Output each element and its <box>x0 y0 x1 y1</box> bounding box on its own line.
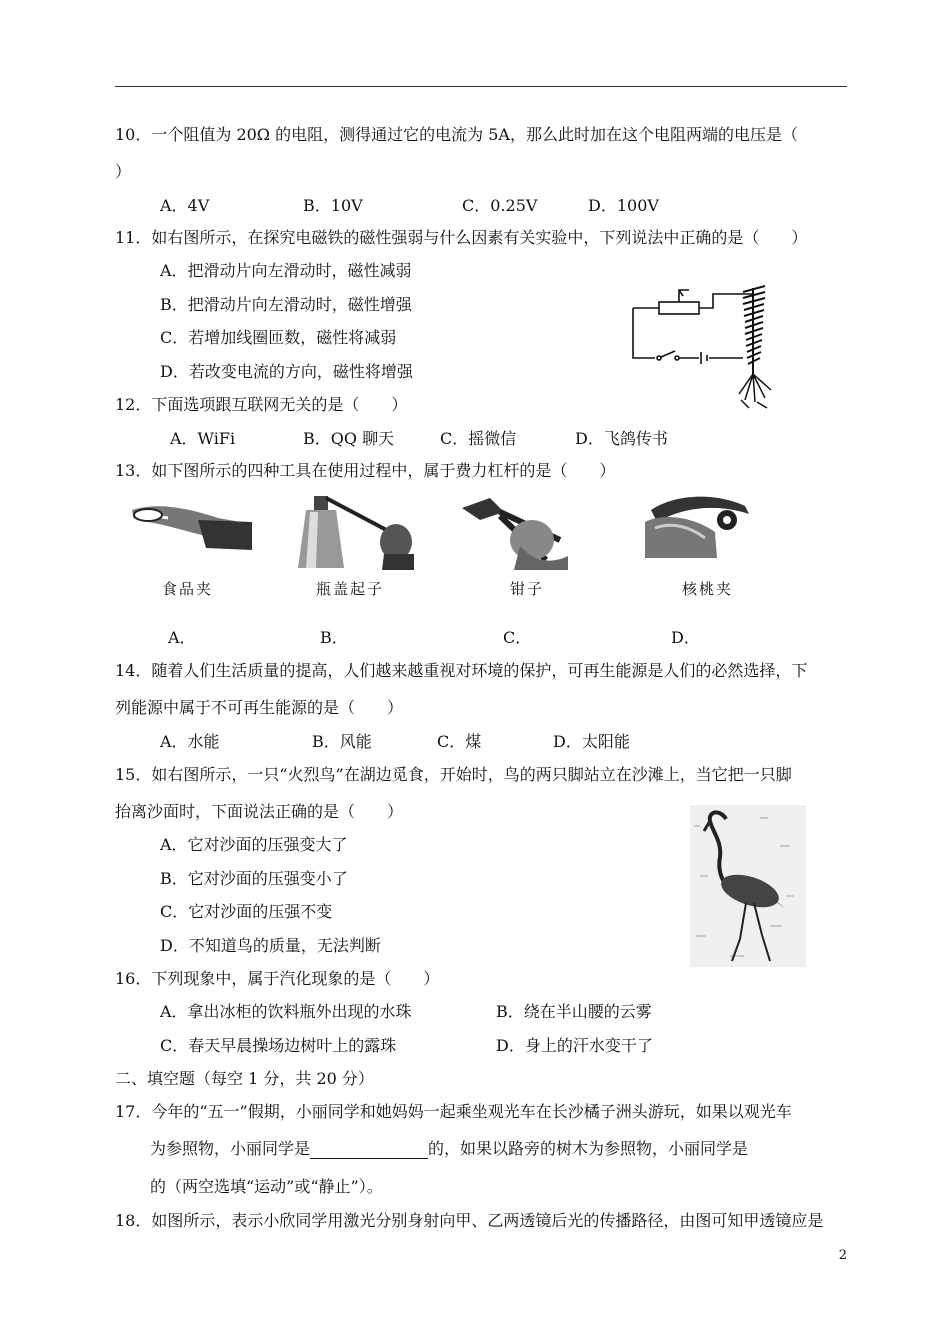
q13-letter-a: A． <box>168 628 196 647</box>
q11-option-b: B．把滑动片向左滑动时，磁性增强 <box>160 295 412 314</box>
q14-stem-line1: 14．随着人们生活质量的提高，人们越来越重视对环境的保护，可再生能源是人们的必然选择，下 <box>115 661 808 680</box>
q13-letter-d: D． <box>671 628 700 647</box>
q14-option-d: D．太阳能 <box>553 732 630 751</box>
q13-letter-b: B． <box>320 628 348 647</box>
section-2-heading: 二、填空题（每空 1 分，共 20 分） <box>115 1069 374 1088</box>
q11-option-c: C．若增加线圈匝数，磁性将减弱 <box>160 328 397 347</box>
food-tongs-figure <box>128 492 256 558</box>
q11-option-d: D．若改变电流的方向，磁性将增强 <box>160 362 413 381</box>
q11-stem: 11．如右图所示，在探究电磁铁的磁性强弱与什么因素有关实验中，下列说法中正确的是（ ） <box>115 228 808 247</box>
q17-stem-line3: 的（两空选填“运动”或“静止”）。 <box>150 1177 383 1196</box>
q16-option-c: C．春天早晨操场边树叶上的露珠 <box>160 1036 397 1055</box>
page-number: 2 <box>838 1248 847 1263</box>
q18-stem-line1: 18．如图所示，表示小欣同学用激光分别身射向甲、乙两透镜后光的传播路径，由图可知甲透镜应是 <box>115 1211 824 1230</box>
q12-option-c: C．摇微信 <box>440 429 517 448</box>
q16-option-d: D．身上的汗水变干了 <box>496 1036 653 1055</box>
q15-option-a: A．它对沙面的压强变大了 <box>160 835 348 854</box>
q12-option-b: B．QQ 聊天 <box>303 429 395 448</box>
q16-stem: 16．下列现象中，属于汽化现象的是（ ） <box>115 969 440 988</box>
q16-option-a: A．拿出冰柜的饮料瓶外出现的水珠 <box>160 1002 412 1021</box>
electromagnet-circuit-figure <box>625 282 795 414</box>
q13-caption-d: 核桃夹 <box>682 580 734 598</box>
q14-option-c: C．煤 <box>437 732 482 751</box>
q13-caption-c: 钳子 <box>510 580 545 598</box>
q12-option-a: A．WiFi <box>170 429 236 448</box>
q10-option-a: A．4V <box>160 196 210 215</box>
q14-stem-line2: 列能源中属于不可再生能源的是（ ） <box>115 698 404 717</box>
q17-text-after-blank: 的，如果以路旁的树木为参照物，小丽同学是 <box>428 1139 749 1158</box>
q17-stem-line2 <box>150 1139 748 1159</box>
q10-option-b: B．10V <box>303 196 363 215</box>
q15-stem-line1: 15．如右图所示，一只“火烈鸟”在湖边觅食，开始时，鸟的两只脚站立在沙滩上，当它把一只脚 <box>115 765 792 784</box>
q13-caption-a: 食品夹 <box>162 580 214 598</box>
flamingo-figure <box>690 805 806 967</box>
q13-letter-c: C． <box>503 628 532 647</box>
q17-stem-line1: 17．今年的“五一”假期，小丽同学和她妈妈一起乘坐观光车在长沙橘子洲头游玩，如果以观光车 <box>115 1102 792 1121</box>
q12-option-d: D．飞鸽传书 <box>575 429 668 448</box>
q14-option-b: B．风能 <box>312 732 372 751</box>
q15-option-c: C．它对沙面的压强不变 <box>160 902 333 921</box>
q10-option-d: D．100V <box>588 196 659 215</box>
q10-stem-line2: ） <box>115 162 132 181</box>
q15-option-b: B．它对沙面的压强变小了 <box>160 869 348 888</box>
q14-option-a: A．水能 <box>160 732 220 751</box>
q16-option-b: B．绕在半山腰的云雾 <box>496 1002 652 1021</box>
nutcracker-figure <box>645 488 757 562</box>
q11-option-a: A．把滑动片向左滑动时，磁性减弱 <box>160 261 412 280</box>
q15-option-d: D．不知道鸟的质量，无法判断 <box>160 936 381 955</box>
q13-stem: 13．如下图所示的四种工具在使用过程中，属于费力杠杆的是（ ） <box>115 461 616 480</box>
q10-stem-line1: 10．一个阻值为 20Ω 的电阻，测得通过它的电流为 5A，那么此时加在这个电阻两端的电压是（ <box>115 125 798 144</box>
q17-answer-blank-1[interactable] <box>310 1142 428 1159</box>
q13-caption-b: 瓶盖起子 <box>316 580 385 598</box>
q15-stem-line2: 抬离沙面时，下面说法正确的是（ ） <box>115 802 404 821</box>
bottle-opener-figure <box>298 490 416 570</box>
q17-text-before-blank: 为参照物，小丽同学是 <box>150 1139 311 1158</box>
q12-stem: 12．下面选项跟互联网无关的是（ ） <box>115 395 408 414</box>
q10-option-c: C．0.25V <box>462 196 538 215</box>
header-rule <box>115 86 847 87</box>
pliers-figure <box>460 490 572 570</box>
